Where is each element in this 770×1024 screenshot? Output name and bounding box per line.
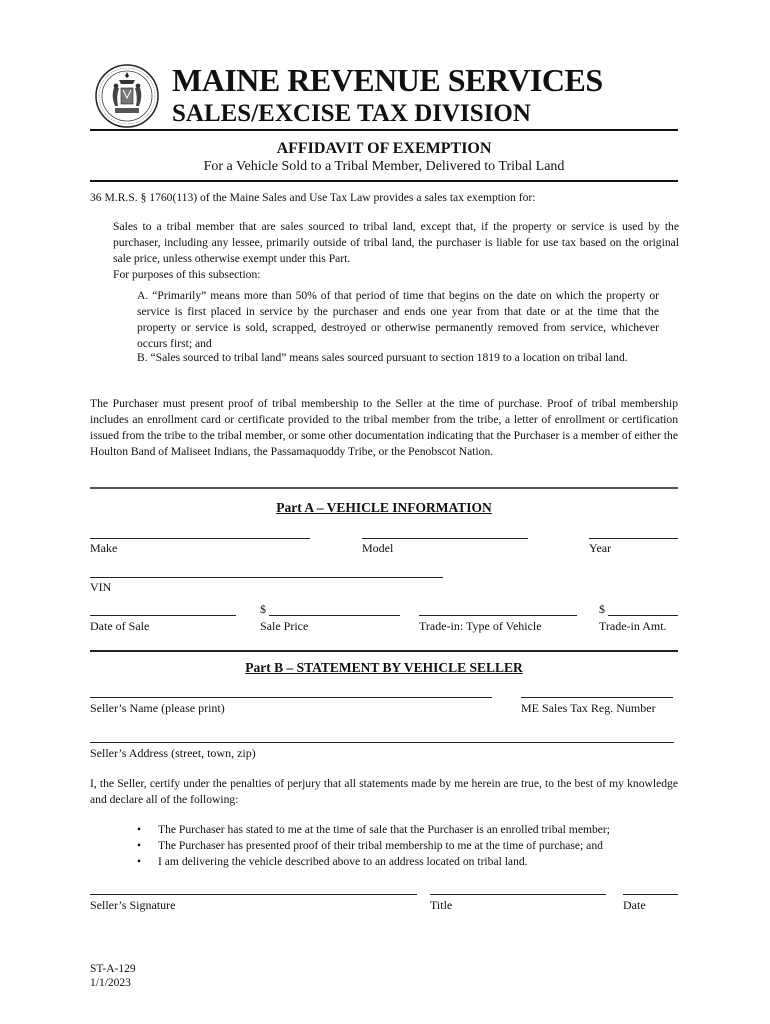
form-number: ST-A-129 <box>90 963 136 975</box>
sale-price-field[interactable] <box>269 615 400 616</box>
bullet-icon: • <box>137 823 142 836</box>
part-divider <box>90 650 678 652</box>
subtitle-rule <box>90 180 678 182</box>
list-item-text: The Purchaser has presented proof of their tribal membership to me at the time of purchase; and <box>158 839 603 852</box>
trade-in-type-field[interactable] <box>419 615 577 616</box>
seller-certification: I, the Seller, certify under the penalties of perjury that all statements made by me herein are true, to the best of my knowledge and declare all of the following: <box>90 777 678 806</box>
bullet-icon: • <box>137 839 142 852</box>
sale-price-label: Sale Price <box>260 619 309 633</box>
vin-field[interactable] <box>90 577 443 578</box>
list-item <box>137 838 677 854</box>
title-field[interactable] <box>430 894 606 895</box>
trade-in-amt-label: Trade-in Amt. <box>599 619 667 633</box>
statute-intro: 36 M.R.S. § 1760(113) of the Maine Sales and Use Tax Law provides a sales tax exemption for: <box>90 191 536 204</box>
year-label: Year <box>589 541 612 555</box>
make-field[interactable] <box>90 538 310 539</box>
seller-signature-field[interactable] <box>90 894 417 895</box>
definition-primarily: A. “Primarily” means more than 50% of that period of time that begins on the date on which the property or service is first placed in service by the purchaser and ends one year from that date or at the time that the property or service is sold, scrapped, destroyed or otherwise permanently removed from service, whichever occurs first; and <box>137 289 659 350</box>
affidavit-title: AFFIDAVIT OF EXEMPTION <box>276 140 492 157</box>
date-label: Date <box>623 898 646 912</box>
title-label: Title <box>430 898 453 912</box>
model-field[interactable] <box>362 538 528 539</box>
list-item <box>137 822 677 838</box>
part-a-title: Part A – VEHICLE INFORMATION <box>276 500 492 515</box>
seller-name-field[interactable] <box>90 697 492 698</box>
section-divider <box>90 487 678 489</box>
list-item-text: I am delivering the vehicle described above to an address located on tribal land. <box>158 855 528 868</box>
tax-reg-number-field[interactable] <box>521 697 673 698</box>
affidavit-subtitle: For a Vehicle Sold to a Tribal Member, Delivered to Tribal Land <box>203 159 565 174</box>
trade-in-amt-field[interactable] <box>608 615 678 616</box>
division-title: SALES/EXCISE TAX DIVISION <box>172 100 531 127</box>
year-field[interactable] <box>589 538 678 539</box>
date-of-sale-label: Date of Sale <box>90 619 150 633</box>
definition-sales-sourced: B. “Sales sourced to tribal land” means sales sourced pursuant to section 1819 to a location on tribal land. <box>137 351 628 364</box>
seller-signature-label: Seller’s Signature <box>90 898 176 912</box>
date-field[interactable] <box>623 894 678 895</box>
trade-in-amt-dollar: $ <box>599 602 605 616</box>
sales-paragraph: Sales to a tribal member that are sales sourced to tribal land, except that, if the property or service is used by the purchaser, including any lessee, primarily outside of tribal land, the purchaser is liable for use tax based on the original sale price, unless otherwise exempt under this Part. <box>113 220 679 265</box>
org-title: MAINE REVENUE SERVICES <box>172 62 603 98</box>
certification-list <box>137 822 677 870</box>
trade-in-type-label: Trade-in: Type of Vehicle <box>419 619 542 633</box>
purposes-line: For purposes of this subsection: <box>113 268 261 281</box>
header-rule <box>90 129 678 131</box>
model-label: Model <box>362 541 394 555</box>
vin-label: VIN <box>90 580 112 594</box>
seller-name-label: Seller’s Name (please print) <box>90 701 225 715</box>
bullet-icon: • <box>137 855 142 868</box>
seller-address-field[interactable] <box>90 742 674 743</box>
maine-state-seal-icon <box>95 64 159 128</box>
list-item-text: The Purchaser has stated to me at the time of sale that the Purchaser is an enrolled tribal member; <box>158 823 611 836</box>
revision-date: 1/1/2023 <box>90 977 131 989</box>
form-identifier <box>90 962 136 990</box>
seller-address-label: Seller’s Address (street, town, zip) <box>90 746 256 760</box>
make-label: Make <box>90 541 118 555</box>
sale-price-dollar: $ <box>260 602 266 616</box>
tax-reg-number-label: ME Sales Tax Reg. Number <box>521 701 656 715</box>
part-b-title: Part B – STATEMENT BY VEHICLE SELLER <box>245 660 523 675</box>
purchaser-proof-paragraph: The Purchaser must present proof of tribal membership to the Seller at the time of purchase. Proof of tribal membership includes an enrollment card or certificate provided to the tribal member from the tribe, a letter of enrollment or certification issued from the tribe to the tribal member, or some other documentation indicating that the Purchaser is a member of either the Houlton Band of Maliseet Indians, the Passamaquoddy Tribe, or the Penobscot Nation. <box>90 397 678 458</box>
list-item <box>137 854 677 870</box>
date-of-sale-field[interactable] <box>90 615 236 616</box>
